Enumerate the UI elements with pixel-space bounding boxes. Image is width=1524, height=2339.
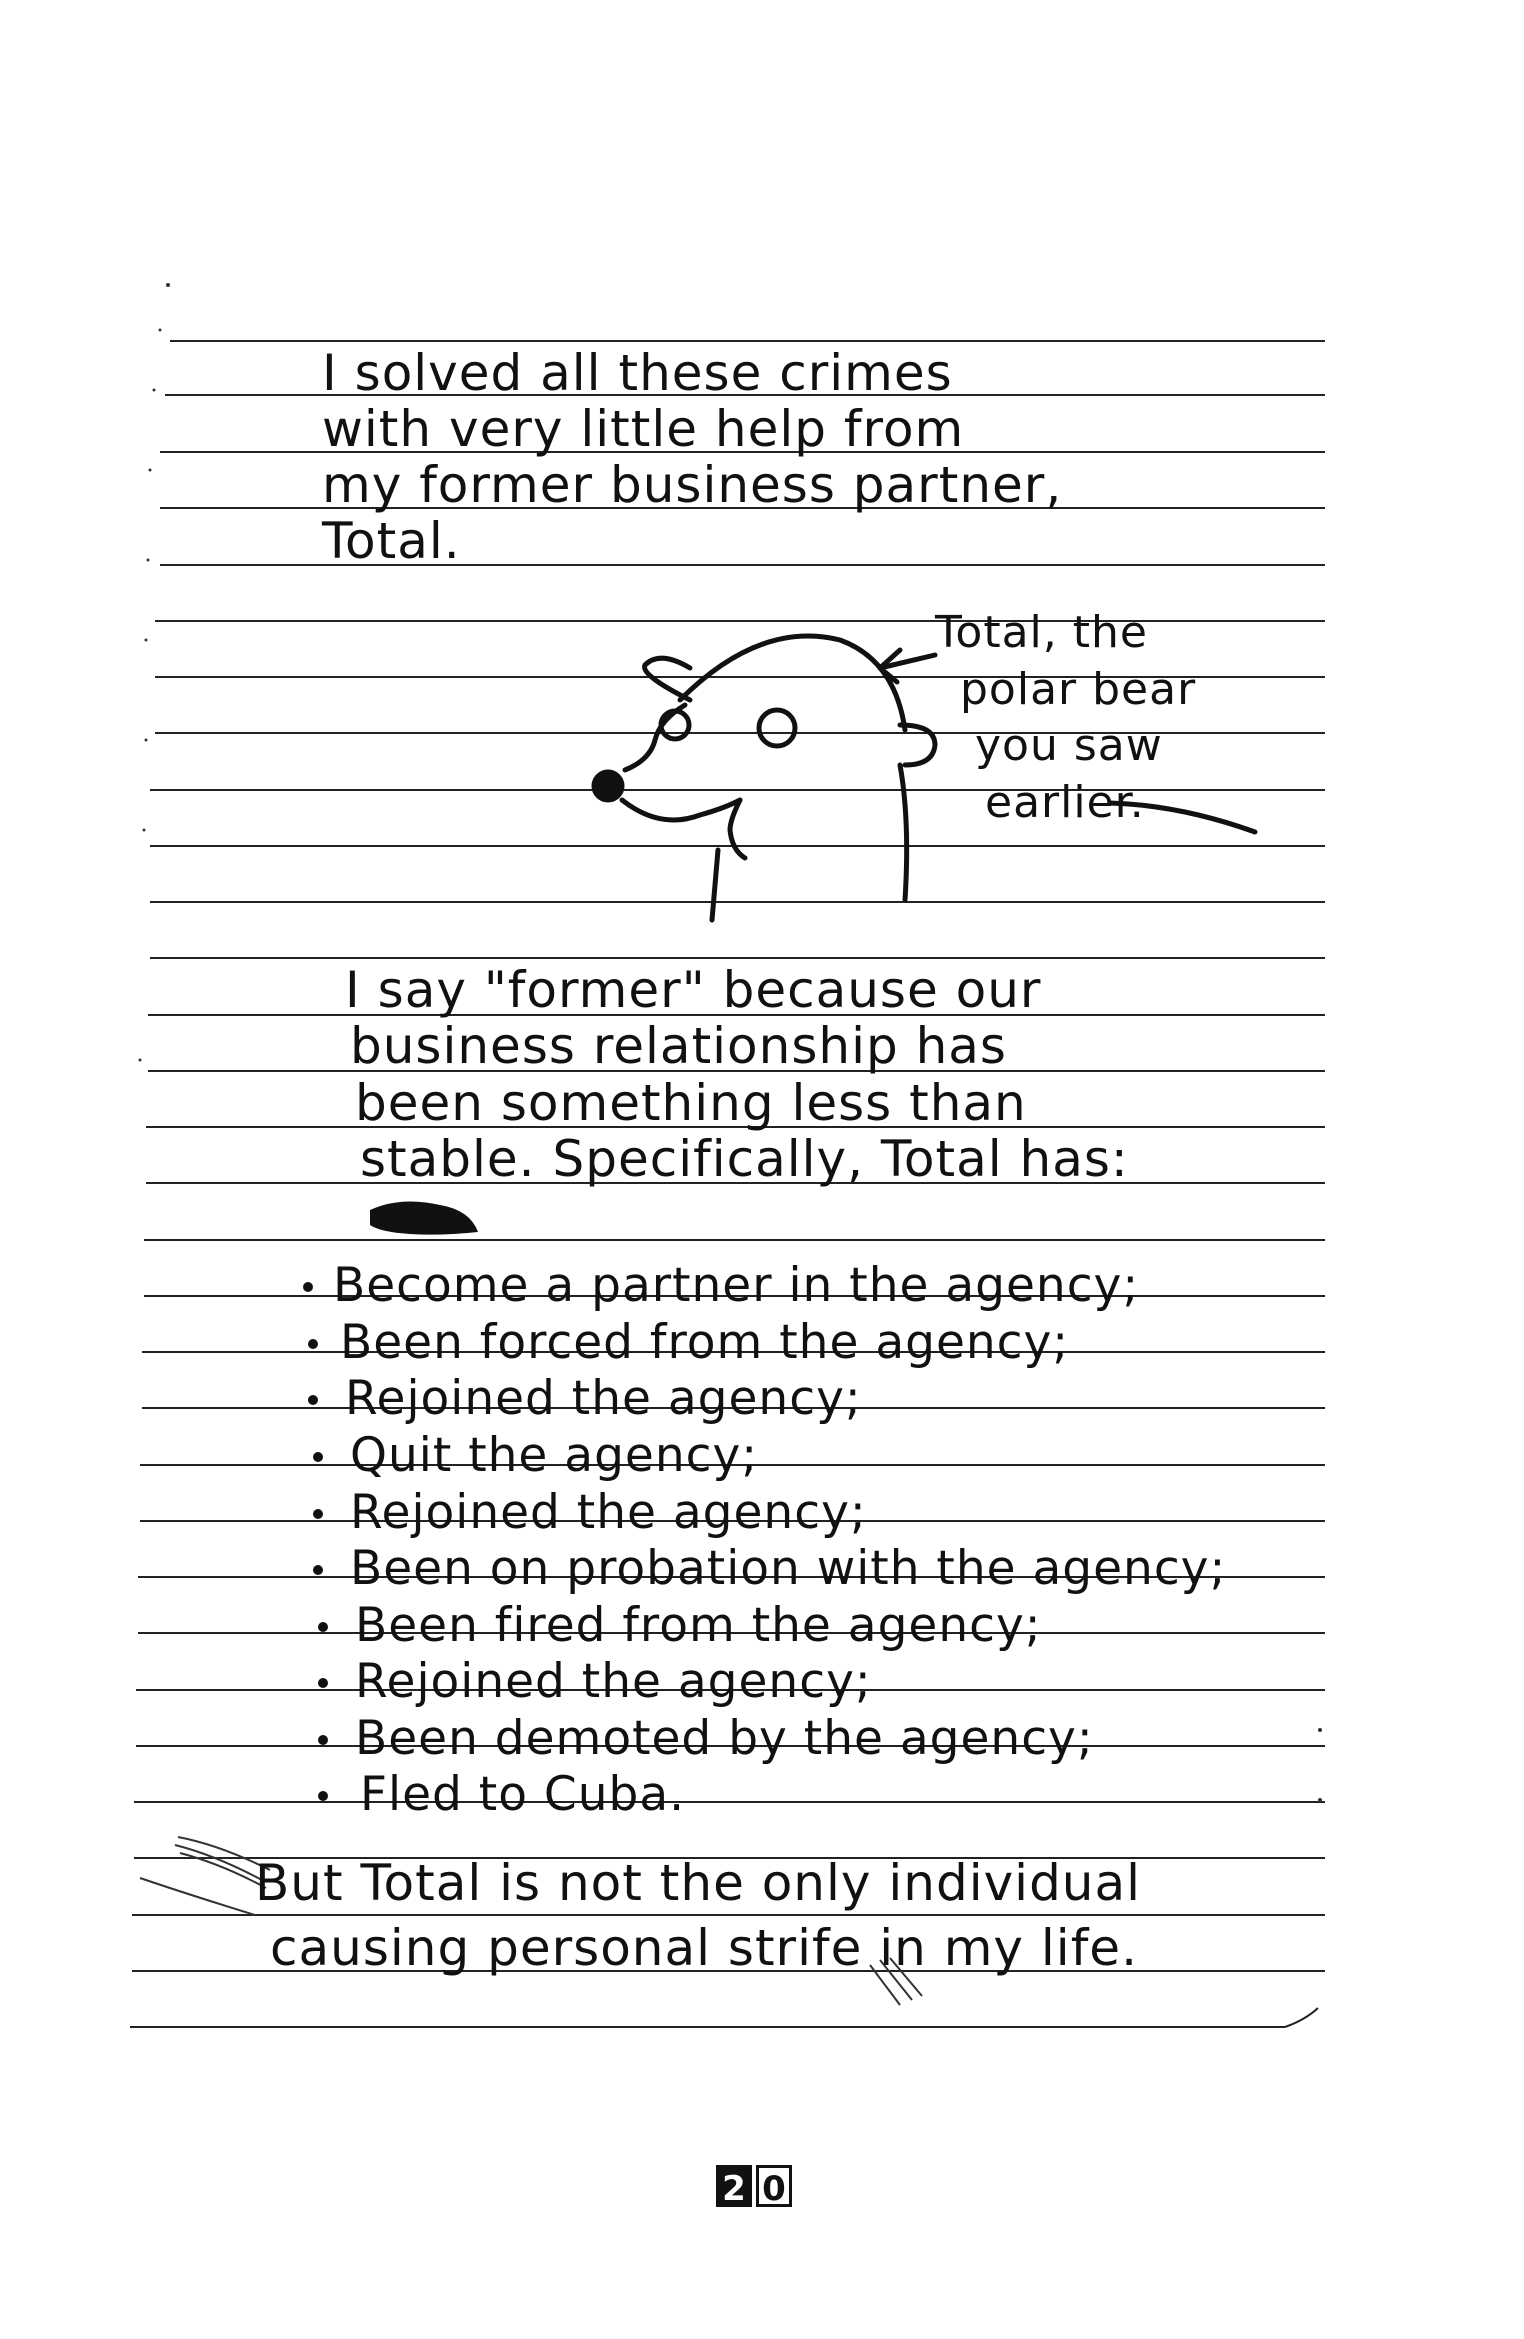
paragraph-one-line-2: with very little help from	[322, 400, 965, 458]
list-item: Rejoined the agency;	[355, 1654, 872, 1709]
paragraph-two-line-4: stable. Specifically, Total has:	[360, 1130, 1129, 1188]
list-item: Been forced from the agency;	[340, 1315, 1070, 1370]
drawing-label-line-2: polar bear	[960, 664, 1197, 715]
page-number-digit: 0	[756, 2165, 792, 2207]
page-number	[716, 2165, 792, 2207]
drawing-label-line-4: earlier.	[985, 777, 1145, 828]
paragraph-one-line-4: Total.	[322, 512, 461, 570]
scribble-mark	[370, 1201, 478, 1234]
closing-line-2: causing personal strife in my life.	[270, 1919, 1138, 1977]
list-bullets	[303, 1282, 328, 1801]
list-item: Rejoined the agency;	[345, 1371, 862, 1426]
closing-line-1: But Total is not the only individual	[255, 1854, 1142, 1912]
paragraph-two-line-3: been something less than	[355, 1074, 1027, 1132]
drawing-label-line-1: Total, the	[935, 607, 1148, 658]
list-item: Been on probation with the agency;	[350, 1541, 1227, 1596]
list-item: Become a partner in the agency;	[333, 1258, 1140, 1313]
list-item: Rejoined the agency;	[350, 1485, 867, 1540]
list-item: Fled to Cuba.	[360, 1767, 686, 1822]
paragraph-one-line-1: I solved all these crimes	[322, 344, 953, 402]
list-item: Quit the agency;	[350, 1428, 759, 1483]
list-item: Been fired from the agency;	[355, 1598, 1042, 1653]
page-number-digit: 2	[716, 2165, 752, 2207]
list-item: Been demoted by the agency;	[355, 1711, 1094, 1766]
paragraph-two-line-2: business relationship has	[350, 1017, 1007, 1075]
drawing-label-line-3: you saw	[975, 720, 1163, 771]
paragraph-two-line-1: I say "former" because our	[345, 961, 1042, 1019]
paragraph-one-line-3: my former business partner,	[322, 456, 1063, 514]
